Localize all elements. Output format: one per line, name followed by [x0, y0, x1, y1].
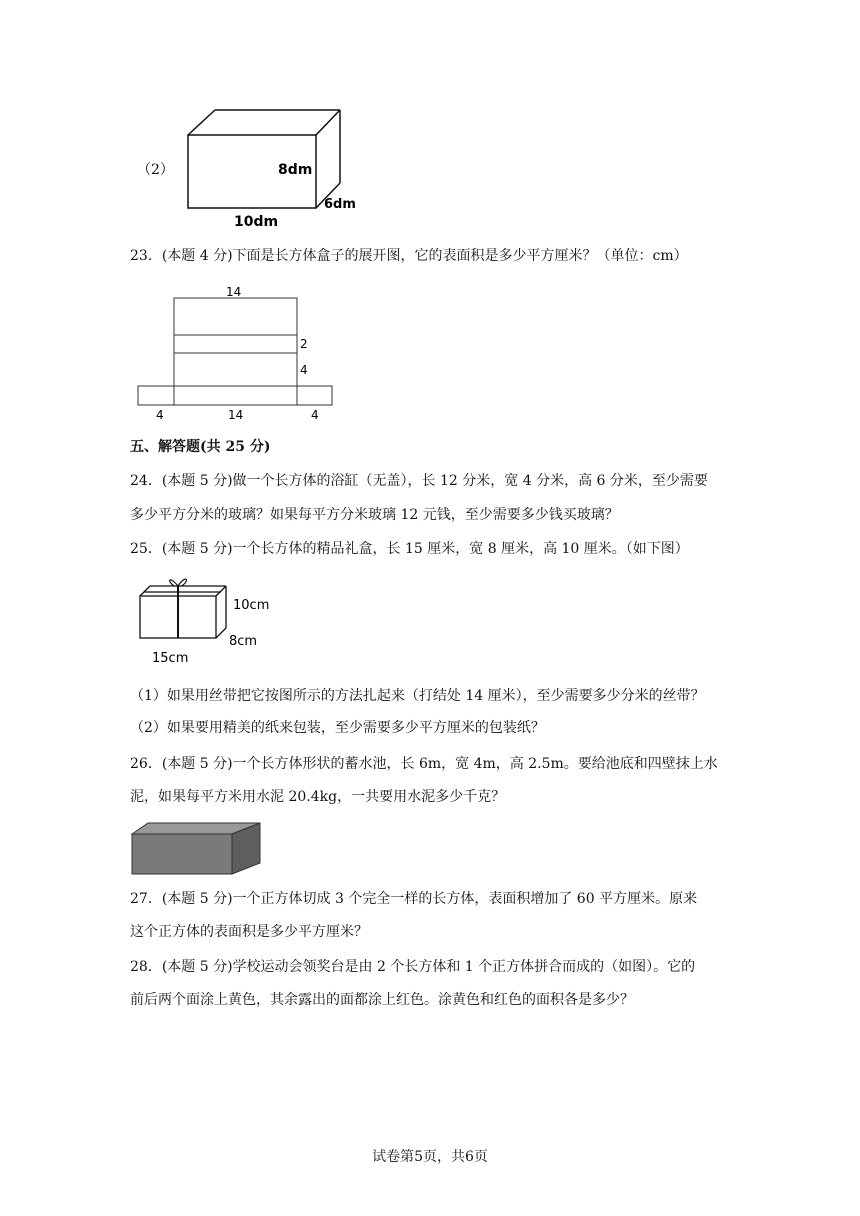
q26-line1: 26．(本题 5 分)一个长方体形状的蓄水池，长 6m，宽 4m，高 2.5m。要给池底和四壁抹上水: [130, 756, 718, 772]
q25-text: 25．(本题 5 分)一个长方体的精品礼盒，长 15 厘米，宽 8 厘米，高 10 厘米。（如下图）: [130, 541, 689, 557]
q23-bottom-mid-label: 14: [228, 408, 244, 422]
q25-bow: [170, 580, 178, 586]
q26-line2: 泥，如果每平方米用水泥 20.4kg，一共要用水泥多少千克？: [130, 789, 506, 805]
q27-line1: 27．(本题 5 分)一个正方体切成 3 个完全一样的长方体，表面积增加了 60 平方厘米。原来: [130, 891, 698, 907]
q28-line1: 28．(本题 5 分)学校运动会领奖台是由 2 个长方体和 1 个正方体拼合而成的（如图）。它的: [130, 959, 696, 975]
q25-height-label: 10cm: [233, 598, 270, 613]
q24-line2: 多少平方分米的玻璃？如果每平方分米玻璃 12 元钱，至少需要多少钱买玻璃？: [130, 507, 619, 523]
q22-width-label: 6dm: [324, 197, 356, 212]
q25-sub2: （2）如果要用精美的纸来包装，至少需要多少平方厘米的包装纸？: [130, 720, 545, 736]
q23-text: 23．(本题 4 分)下面是长方体盒子的展开图，它的表面积是多少平方厘米？（单位：cm）: [130, 248, 688, 264]
q25-sub1: （1）如果用丝带把它按图所示的方法扎起来（打结处 14 厘米），至少需要多少分米的丝带？: [130, 688, 705, 704]
q23-net-figure: [130, 280, 350, 425]
q23-bottom-right-label: 4: [311, 408, 319, 422]
q26-pool-figure: [130, 820, 265, 878]
q22-part-label: （2）: [137, 162, 174, 178]
q23-right-label-b: 4: [300, 363, 308, 377]
section-title: 五、解答题(共 25 分): [130, 439, 271, 455]
q23-right-label-a: 2: [300, 337, 308, 351]
q25-width-label: 8cm: [229, 634, 258, 649]
page-footer: 试卷第5页，共6页: [372, 1149, 488, 1165]
q25-gift-box-figure: [130, 572, 290, 672]
q23-bottom-left-label: 4: [156, 408, 164, 422]
q28-line2: 前后两个面涂上黄色，其余露出的面都涂上红色。涂黄色和红色的面积各是多少？: [130, 992, 634, 1008]
q22-cuboid-figure: [180, 105, 380, 230]
q24-line1: 24．(本题 5 分)做一个长方体的浴缸（无盖），长 12 分米，宽 4 分米，高 6 分米，至少需要: [130, 473, 708, 489]
q27-line2: 这个正方体的表面积是多少平方厘米？: [130, 924, 368, 940]
q22-height-label: 8dm: [278, 162, 313, 178]
q26-pool-front: [132, 834, 232, 874]
q22-length-label: 10dm: [234, 214, 279, 230]
q25-length-label: 15cm: [152, 651, 189, 666]
q23-top-label: 14: [226, 285, 242, 299]
